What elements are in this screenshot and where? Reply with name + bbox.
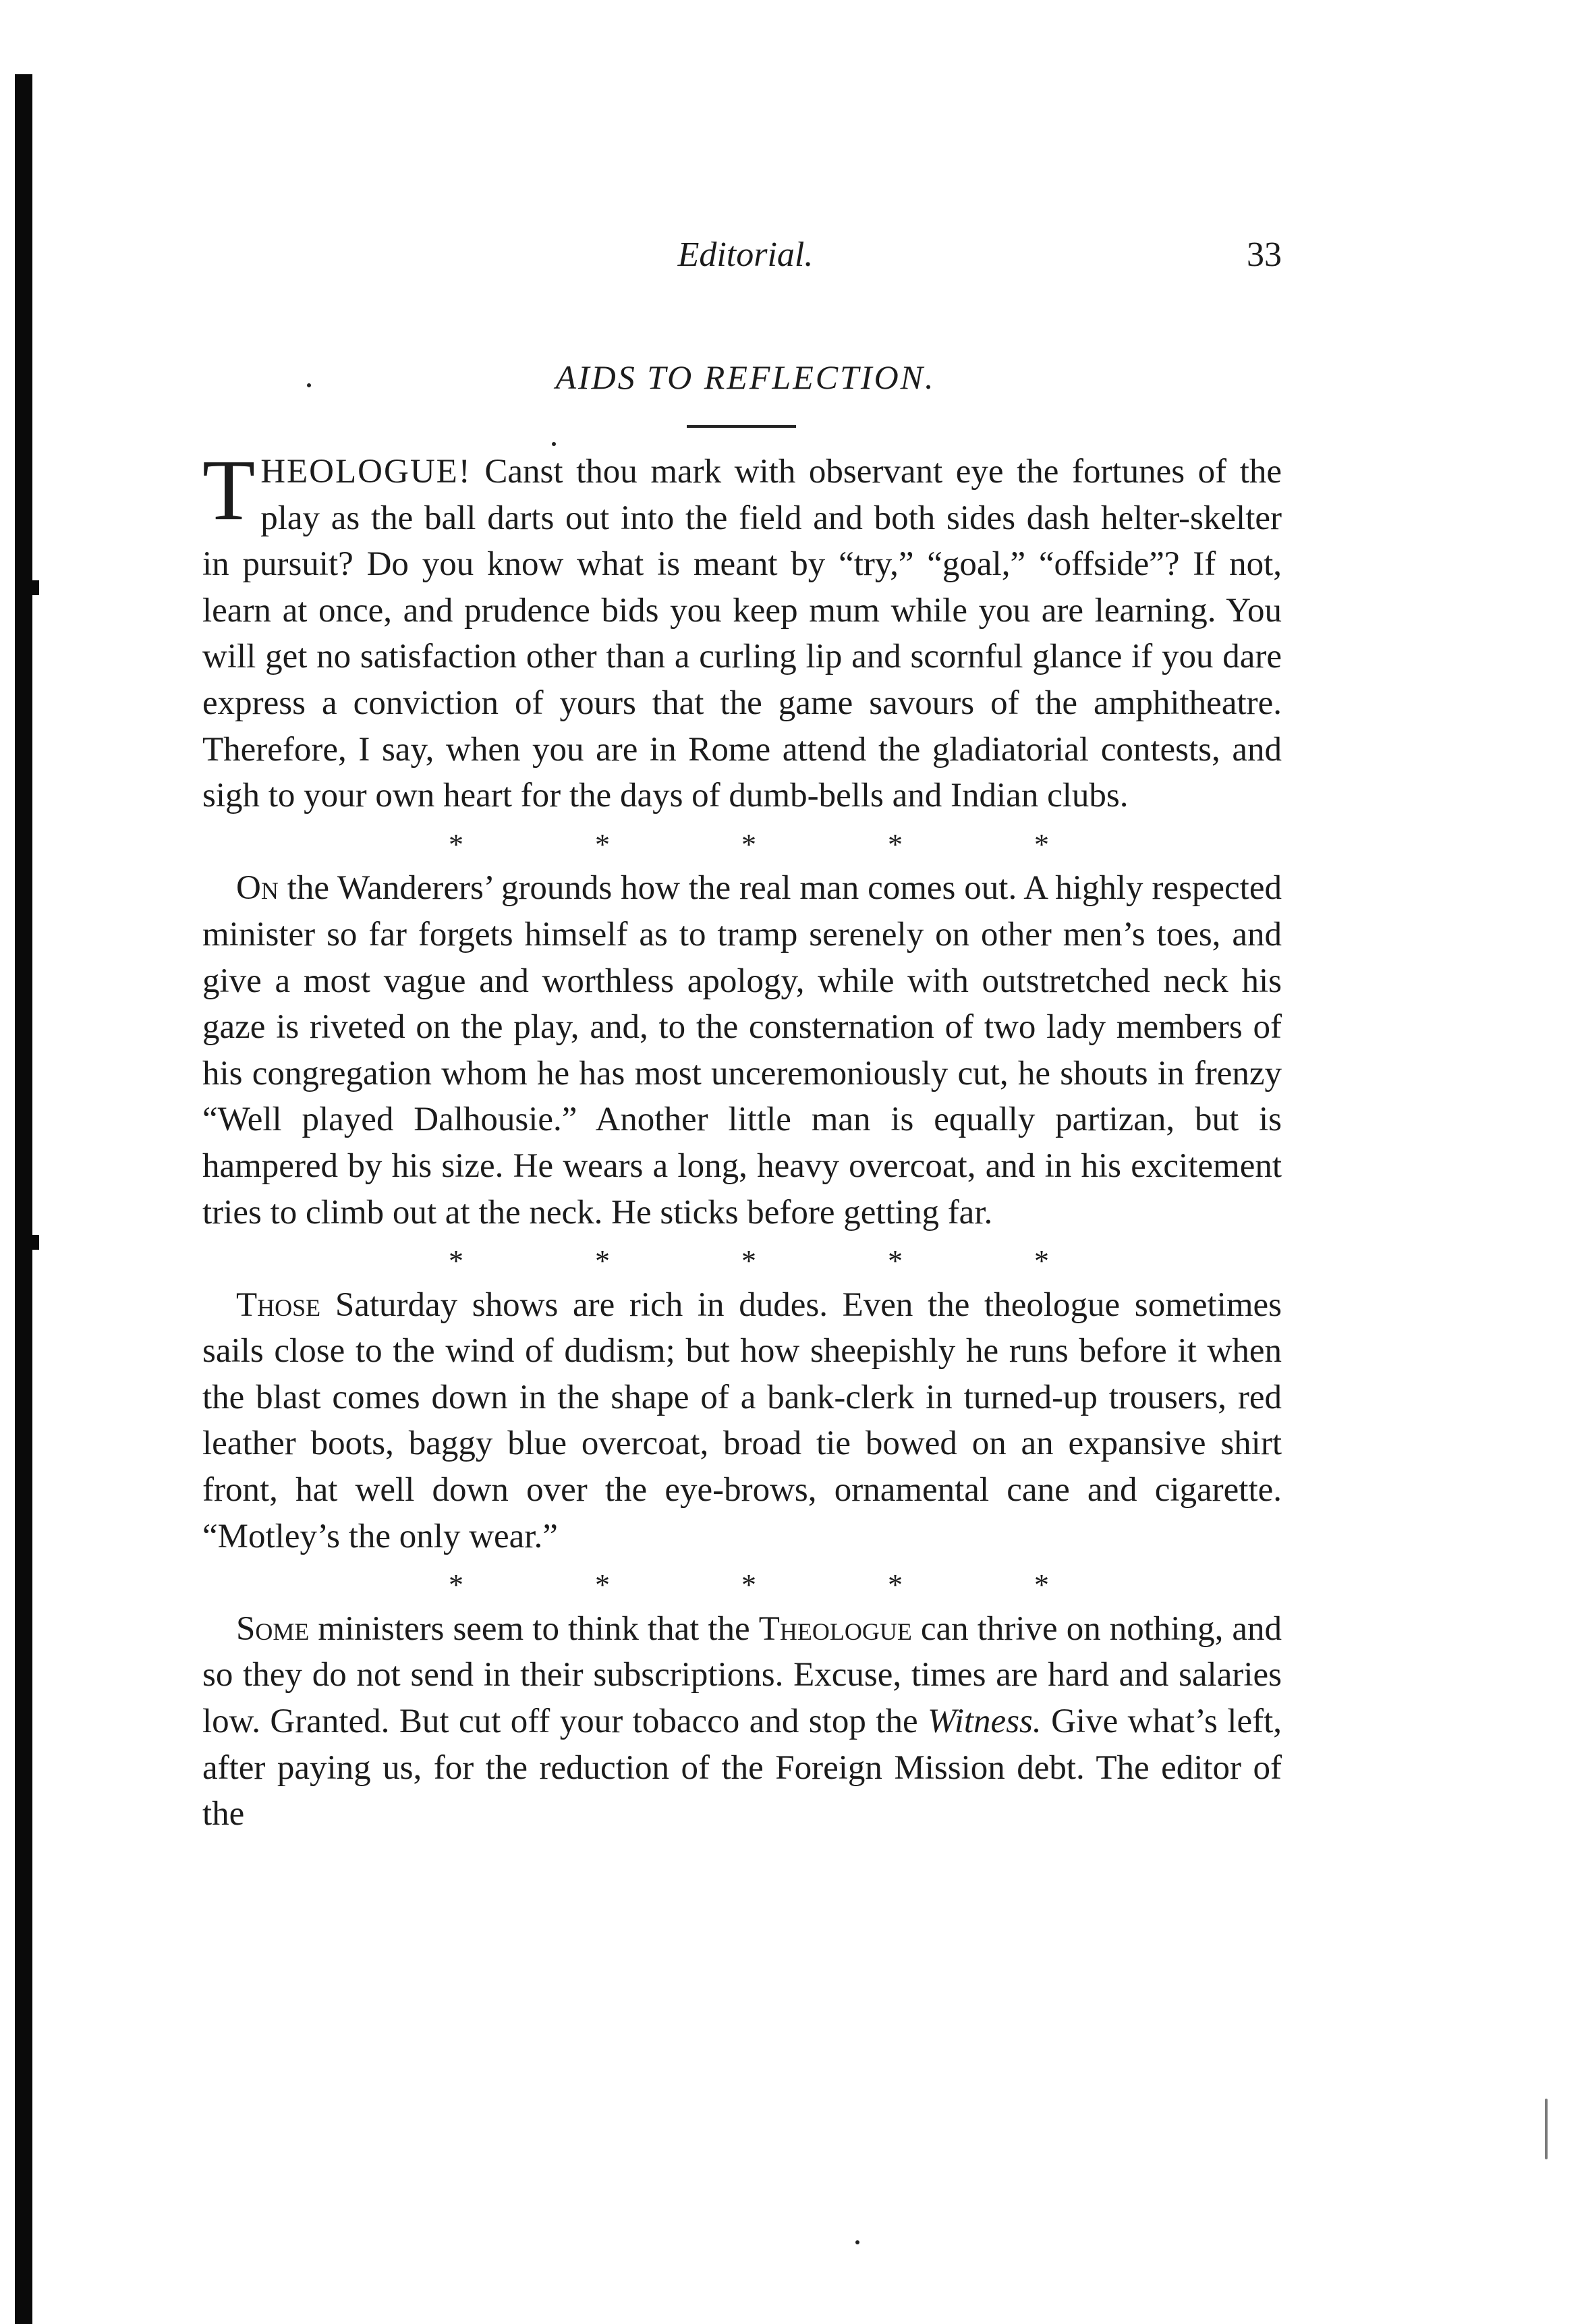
separator-star: * [741, 1244, 756, 1278]
separator-star: * [741, 827, 756, 861]
article-body [202, 442, 1282, 1837]
separator-star: * [595, 827, 610, 861]
paragraph-wanderers [202, 865, 1282, 1236]
journal-name: Theologue [758, 1609, 912, 1648]
separator-star: * [595, 1244, 610, 1278]
section-separator [202, 1236, 1282, 1282]
drop-cap: T [202, 442, 256, 538]
paragraph-lead: Some [236, 1609, 310, 1648]
separator-star: * [888, 1244, 903, 1278]
separator-star: * [449, 827, 463, 861]
section-title: Editorial. [677, 236, 814, 274]
paragraph-theologue [202, 442, 1282, 819]
paragraph-lead: On [236, 869, 279, 908]
running-head [209, 229, 1282, 283]
binding-mark [32, 580, 39, 595]
print-speck [552, 442, 556, 446]
binding-edge [15, 74, 32, 2324]
separator-star: * [1034, 1568, 1049, 1602]
separator-star: * [888, 1568, 903, 1602]
paragraph-text: Saturday shows are rich in dudes. Even the theologue sometimes sails close to the wind of dudism; but how sheepishly he runs before it when the blast comes down in the shape of a bank-clerk in turned-up trousers, red leather boots, baggy blue overcoat, broad tie bowed on an expansive shirt front, hat well down over the eye-brows, ornamental cane and cigarette. “Motley’s the only wear.” [202, 1285, 1282, 1555]
separator-star: * [1034, 827, 1049, 861]
witness-name: Witness. [928, 1703, 1042, 1741]
section-separator [202, 1559, 1282, 1606]
separator-star: * [449, 1244, 463, 1278]
section-separator [202, 819, 1282, 866]
paragraph-text: Canst thou mark with observant eye the fortunes of the play as the ball darts out into the field and both sides dash helter-skelter in pursuit? Do you know what is meant by “try,” “goal,” “offside”? If not, learn at once, and prudence bids you keep mum while you are learning. You will get no satisfaction other than a curling lip and scornful glance if you dare express a conviction of yours that the game savours of the amphitheatre. Therefore, I say, when you are in Rome attend the gladiatorial contests, and sigh to your own heart for the days of dumb-bells and Indian clubs. [202, 453, 1282, 815]
print-speck [855, 2240, 859, 2244]
article-title: AIDS TO REFLECTION. [555, 358, 936, 396]
separator-star: * [741, 1568, 756, 1602]
paragraph-text: Give what’s left, after paying us, for the reduction of the Foreign Mission debt. The editor of the [202, 1703, 1282, 1833]
separator-star: * [595, 1568, 610, 1602]
paragraph-lead: HEOLOGUE! [260, 453, 472, 491]
paragraph-text: ministers seem to think that the [309, 1609, 759, 1648]
separator-star: * [888, 827, 903, 861]
title-rule [687, 425, 796, 428]
paragraph-lead: Those [236, 1285, 321, 1324]
separator-star: * [449, 1568, 463, 1602]
paragraph-text: can thrive on nothing, and so they do not send in their subscriptions. Excuse, times are hard and salaries low. Granted. But cut off your tobacco and stop the [202, 1609, 1282, 1741]
binding-mark [32, 1235, 39, 1250]
paragraph-saturday [202, 1282, 1282, 1560]
print-speck [1545, 2099, 1548, 2159]
paragraph-text: the Wanderers’ grounds how the real man comes out. A highly respected minister so far forgets himself as to tramp serenely on other men’s toes, and give a most vague and worthless apology, while with outstretched neck his gaze is riveted on the play, and, to the consternation of two lady members of his congregation whom he has most unceremoniously cut, he shouts in frenzy “Well played Dalhousie.” Another little man is equally partizan, but is hampered by his size. He wears a long, heavy overcoat, and in his excitement tries to climb out at the neck. He sticks before getting far. [202, 869, 1282, 1232]
paragraph-ministers [202, 1606, 1282, 1837]
separator-star: * [1034, 1244, 1049, 1278]
page-number: 33 [1247, 236, 1282, 274]
